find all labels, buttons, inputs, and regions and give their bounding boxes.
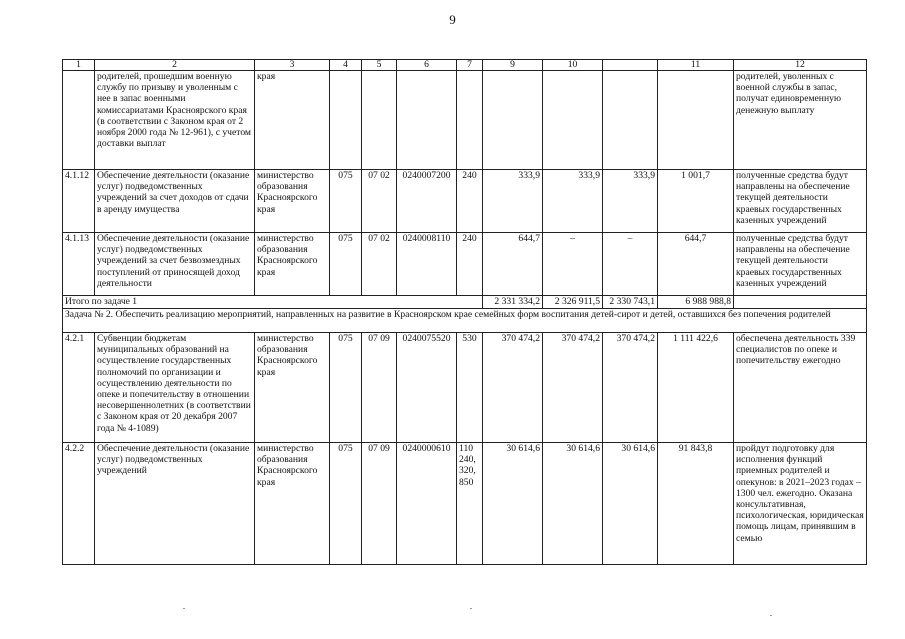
header-cell: 11 <box>658 60 734 71</box>
row-c6 <box>397 71 457 170</box>
row-c10b: 370 474,2 <box>603 333 658 443</box>
table-row <box>63 71 867 170</box>
total-row <box>63 296 867 309</box>
row-c9: 333,9 <box>483 170 543 233</box>
table-row <box>63 233 867 296</box>
header-cell: 2 <box>95 60 255 71</box>
header-cell: 7 <box>457 60 483 71</box>
task-heading: Задача № 2. Обеспечить реализацию мероприятий, направленных на развитие в Красноярском крае семейных форм воспитания детей-сирот и детей, оставшихся без попечения родителей <box>63 309 867 333</box>
row-result: родителей, уволенных с военной службы в запас, получат единовременную денежную выплату <box>734 71 867 170</box>
row-c4: 075 <box>330 443 362 565</box>
row-c11: 644,7 <box>658 233 734 296</box>
row-c7: 530 <box>457 333 483 443</box>
row-description: родителей, прошедшим военную службу по призыву и уволенным с нее в запас военными комиссариатами Красноярского края (в соответствии с Законом края от 2 ноября 2000 года № 12-961), с учетом доставки выплат <box>95 71 255 170</box>
row-description: Обеспечение деятельности (оказание услуг) подведомственных учреждений за счет безвозмездных поступлений от приносящей доход деятельности <box>95 233 255 296</box>
row-c4: 075 <box>330 170 362 233</box>
row-c10b <box>603 71 658 170</box>
row-id: 4.1.12 <box>63 170 95 233</box>
total-c9: 2 331 334,2 <box>483 296 543 309</box>
row-c9: 370 474,2 <box>483 333 543 443</box>
total-empty <box>734 296 867 309</box>
scan-speck <box>770 615 772 616</box>
row-description: Обеспечение деятельности (оказание услуг) подведомственных учреждений за счет доходов от сдачи в аренду имущества <box>95 170 255 233</box>
header-cell: 6 <box>397 60 457 71</box>
row-c6: 0240075520 <box>397 333 457 443</box>
row-id: 4.2.2 <box>63 443 95 565</box>
row-c10: 30 614,6 <box>543 443 603 565</box>
row-organization: министерство образования Красноярского края <box>255 333 330 443</box>
table-row <box>63 333 867 443</box>
row-c5: 07 02 <box>362 233 397 296</box>
total-c11: 6 988 988,8 <box>658 296 734 309</box>
row-result: полученные средства будут направлены на обеспечение текущей деятельности краевых государственных казенных учреждений <box>734 233 867 296</box>
header-cell: 3 <box>255 60 330 71</box>
row-c4 <box>330 71 362 170</box>
row-c10 <box>543 71 603 170</box>
row-result: пройдут подготовку для исполнения функций приемных родителей и опекунов: в 2021–2023 годах – 1300 чел. ежегодно. Оказана консультативная, психологическая, юридическая помощь лицам, принявшим в семью <box>734 443 867 565</box>
header-cell: 1 <box>63 60 95 71</box>
row-c9: 644,7 <box>483 233 543 296</box>
row-c4: 075 <box>330 333 362 443</box>
row-c9: 30 614,6 <box>483 443 543 565</box>
row-id <box>63 71 95 170</box>
header-cell: 5 <box>362 60 397 71</box>
row-organization: министерство образования Красноярского края <box>255 233 330 296</box>
header-cell: 9 <box>483 60 543 71</box>
row-organization: края <box>255 71 330 170</box>
row-c5 <box>362 71 397 170</box>
budget-table <box>62 59 867 565</box>
row-c5: 07 02 <box>362 170 397 233</box>
row-c10b: – <box>603 233 658 296</box>
row-c5: 07 09 <box>362 443 397 565</box>
row-c11 <box>658 71 734 170</box>
row-id: 4.2.1 <box>63 333 95 443</box>
header-row <box>63 60 867 71</box>
row-c11: 91 843,8 <box>658 443 734 565</box>
row-result: полученные средства будут направлены на обеспечение текущей деятельности краевых государственных казенных учреждений <box>734 170 867 233</box>
row-description: Субвенции бюджетам муниципальных образований на осуществление государственных полномочий по организации и осуществлению деятельности по опеке и попечительству в отношении несовершеннолетних (в соответствии с Законом края от 20 декабря 2007 года № 4-1089) <box>95 333 255 443</box>
row-c7: 240 <box>457 170 483 233</box>
row-c6: 0240008110 <box>397 233 457 296</box>
row-c10: – <box>543 233 603 296</box>
header-cell: 10 <box>543 60 603 71</box>
row-c7: 240 <box>457 233 483 296</box>
row-c10b: 333,9 <box>603 170 658 233</box>
row-id: 4.1.13 <box>63 233 95 296</box>
row-c5: 07 09 <box>362 333 397 443</box>
row-c6: 0240007200 <box>397 170 457 233</box>
row-c7: 110 240, 320, 850 <box>457 443 483 565</box>
row-c10: 370 474,2 <box>543 333 603 443</box>
row-c10: 333,9 <box>543 170 603 233</box>
scan-speck <box>183 608 185 609</box>
total-c10: 2 326 911,5 <box>543 296 603 309</box>
row-c9 <box>483 71 543 170</box>
row-c11: 1 001,7 <box>658 170 734 233</box>
row-c11: 1 111 422,6 <box>658 333 734 443</box>
row-c6: 0240000610 <box>397 443 457 565</box>
task-row <box>63 309 867 333</box>
header-cell: 12 <box>734 60 867 71</box>
row-organization: министерство образования Красноярского края <box>255 170 330 233</box>
row-c7 <box>457 71 483 170</box>
total-label: Итого по задаче 1 <box>63 296 483 309</box>
row-organization: министерство образования Красноярского края <box>255 443 330 565</box>
row-c4: 075 <box>330 233 362 296</box>
row-result: обеспечена деятельность 339 специалистов по опеке и попечительству ежегодно <box>734 333 867 443</box>
row-description: Обеспечение деятельности (оказание услуг) подведомственных учреждений <box>95 443 255 565</box>
scan-speck <box>470 608 472 609</box>
table-row <box>63 443 867 565</box>
table-row <box>63 170 867 233</box>
page-number: 9 <box>449 12 456 27</box>
total-c10b: 2 330 743,1 <box>603 296 658 309</box>
header-cell: 4 <box>330 60 362 71</box>
header-cell <box>603 60 658 71</box>
row-c10b: 30 614,6 <box>603 443 658 565</box>
